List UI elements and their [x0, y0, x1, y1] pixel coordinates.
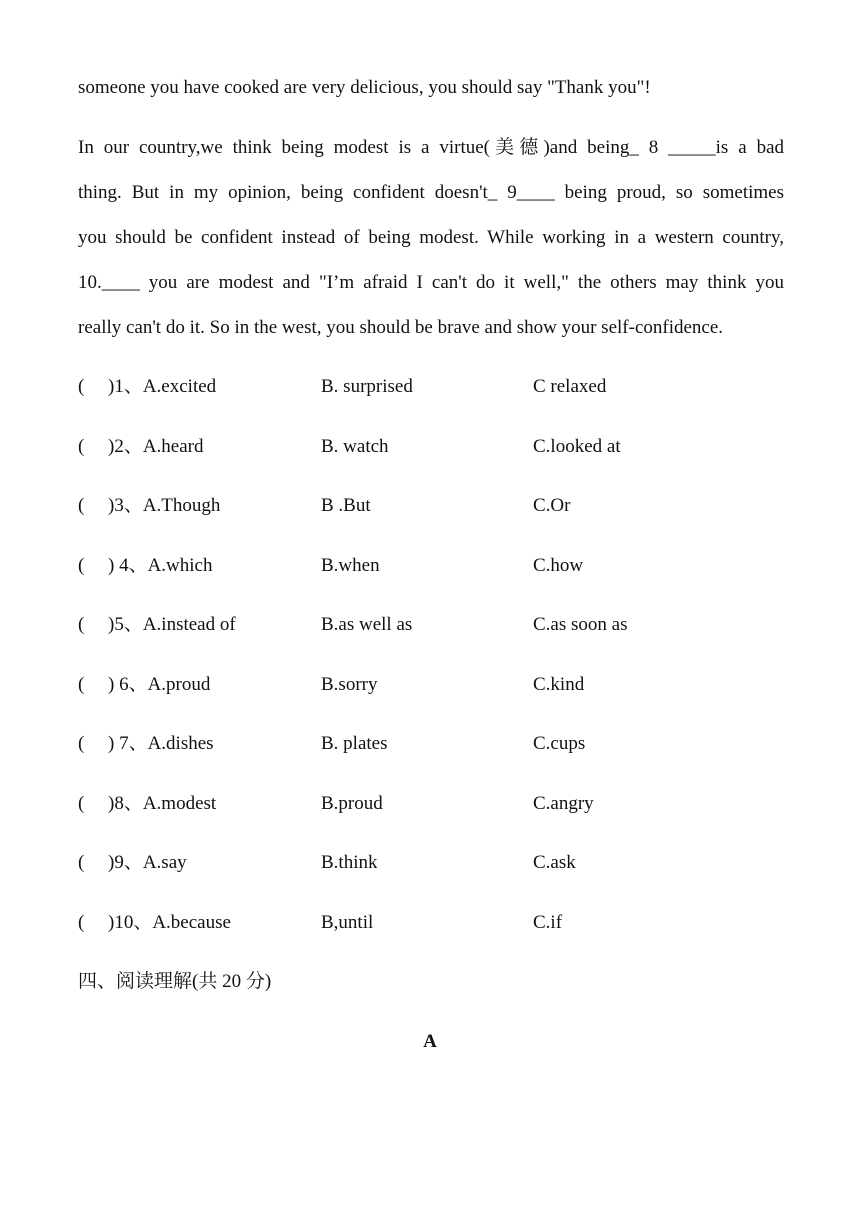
answer-bracket: ( — [78, 674, 85, 695]
option-b: B .But — [321, 495, 371, 516]
option-a: ) 7、A.dishes — [108, 733, 214, 754]
option-b: B. plates — [321, 733, 388, 754]
question-row-4 — [78, 554, 784, 578]
option-c: C.kind — [533, 674, 585, 695]
option-b: B. surprised — [321, 376, 413, 397]
question-row-5 — [78, 613, 784, 637]
question-row-3 — [78, 494, 784, 518]
option-c: C.as soon as — [533, 614, 628, 635]
option-a: ) 6、A.proud — [108, 674, 211, 695]
option-a: )3、A.Though — [108, 495, 221, 516]
answer-bracket: ( — [78, 555, 85, 576]
answer-bracket: ( — [78, 912, 85, 933]
section-heading: 四、阅读理解(共 20 分) — [78, 971, 272, 992]
passage-line-1: someone you have cooked are very delicious, you should say "Thank you"! — [78, 77, 651, 98]
option-a: ) 4、A.which — [108, 555, 213, 576]
question-row-7 — [78, 732, 784, 756]
answer-bracket: ( — [78, 376, 85, 397]
answer-bracket: ( — [78, 852, 85, 873]
answer-bracket: ( — [78, 614, 85, 635]
option-a: )10、A.because — [108, 912, 231, 933]
option-b: B.think — [321, 852, 378, 873]
option-b: B. watch — [321, 436, 389, 457]
question-row-2 — [78, 435, 784, 459]
option-c: C.how — [533, 555, 584, 576]
option-c: C.ask — [533, 852, 576, 873]
answer-bracket: ( — [78, 495, 85, 516]
answer-bracket: ( — [78, 733, 85, 754]
answer-bracket: ( — [78, 436, 85, 457]
passage-line-2: In our country,we think being modest is a virtue(美德)and being_ 8 _____is a bad — [78, 137, 784, 158]
part-label: A — [423, 1031, 437, 1052]
question-row-10 — [78, 911, 784, 935]
passage-line-6: really can't do it. So in the west, you should be brave and show your self-confidence. — [78, 317, 724, 338]
option-b: B.as well as — [321, 614, 413, 635]
option-b: B,until — [321, 912, 374, 933]
option-c: C.if — [533, 912, 563, 933]
option-c: C.cups — [533, 733, 586, 754]
option-b: B.when — [321, 555, 380, 576]
option-c: C.Or — [533, 495, 571, 516]
option-a: )2、A.heard — [108, 436, 204, 457]
option-b: B.proud — [321, 793, 383, 814]
question-row-6 — [78, 673, 784, 697]
option-a: )9、A.say — [108, 852, 187, 873]
passage-line-3: thing. But in my opinion, being confident doesn't_ 9____ being proud, so sometimes — [78, 182, 784, 203]
answer-bracket: ( — [78, 793, 85, 814]
option-a: )5、A.instead of — [108, 614, 236, 635]
option-c: C.angry — [533, 793, 594, 814]
option-c: C relaxed — [533, 376, 607, 397]
passage-line-5: 10.____ you are modest and "I’m afraid I can't do it well," the others may think you — [78, 272, 784, 293]
option-a: )8、A.modest — [108, 793, 217, 814]
option-a: )1、A.excited — [108, 376, 217, 397]
question-row-1 — [78, 375, 784, 399]
question-row-9 — [78, 851, 784, 875]
option-c: C.looked at — [533, 436, 621, 457]
passage-line-4: you should be confident instead of being modest. While working in a western country, — [78, 227, 784, 248]
question-row-8 — [78, 792, 784, 816]
option-b: B.sorry — [321, 674, 378, 695]
